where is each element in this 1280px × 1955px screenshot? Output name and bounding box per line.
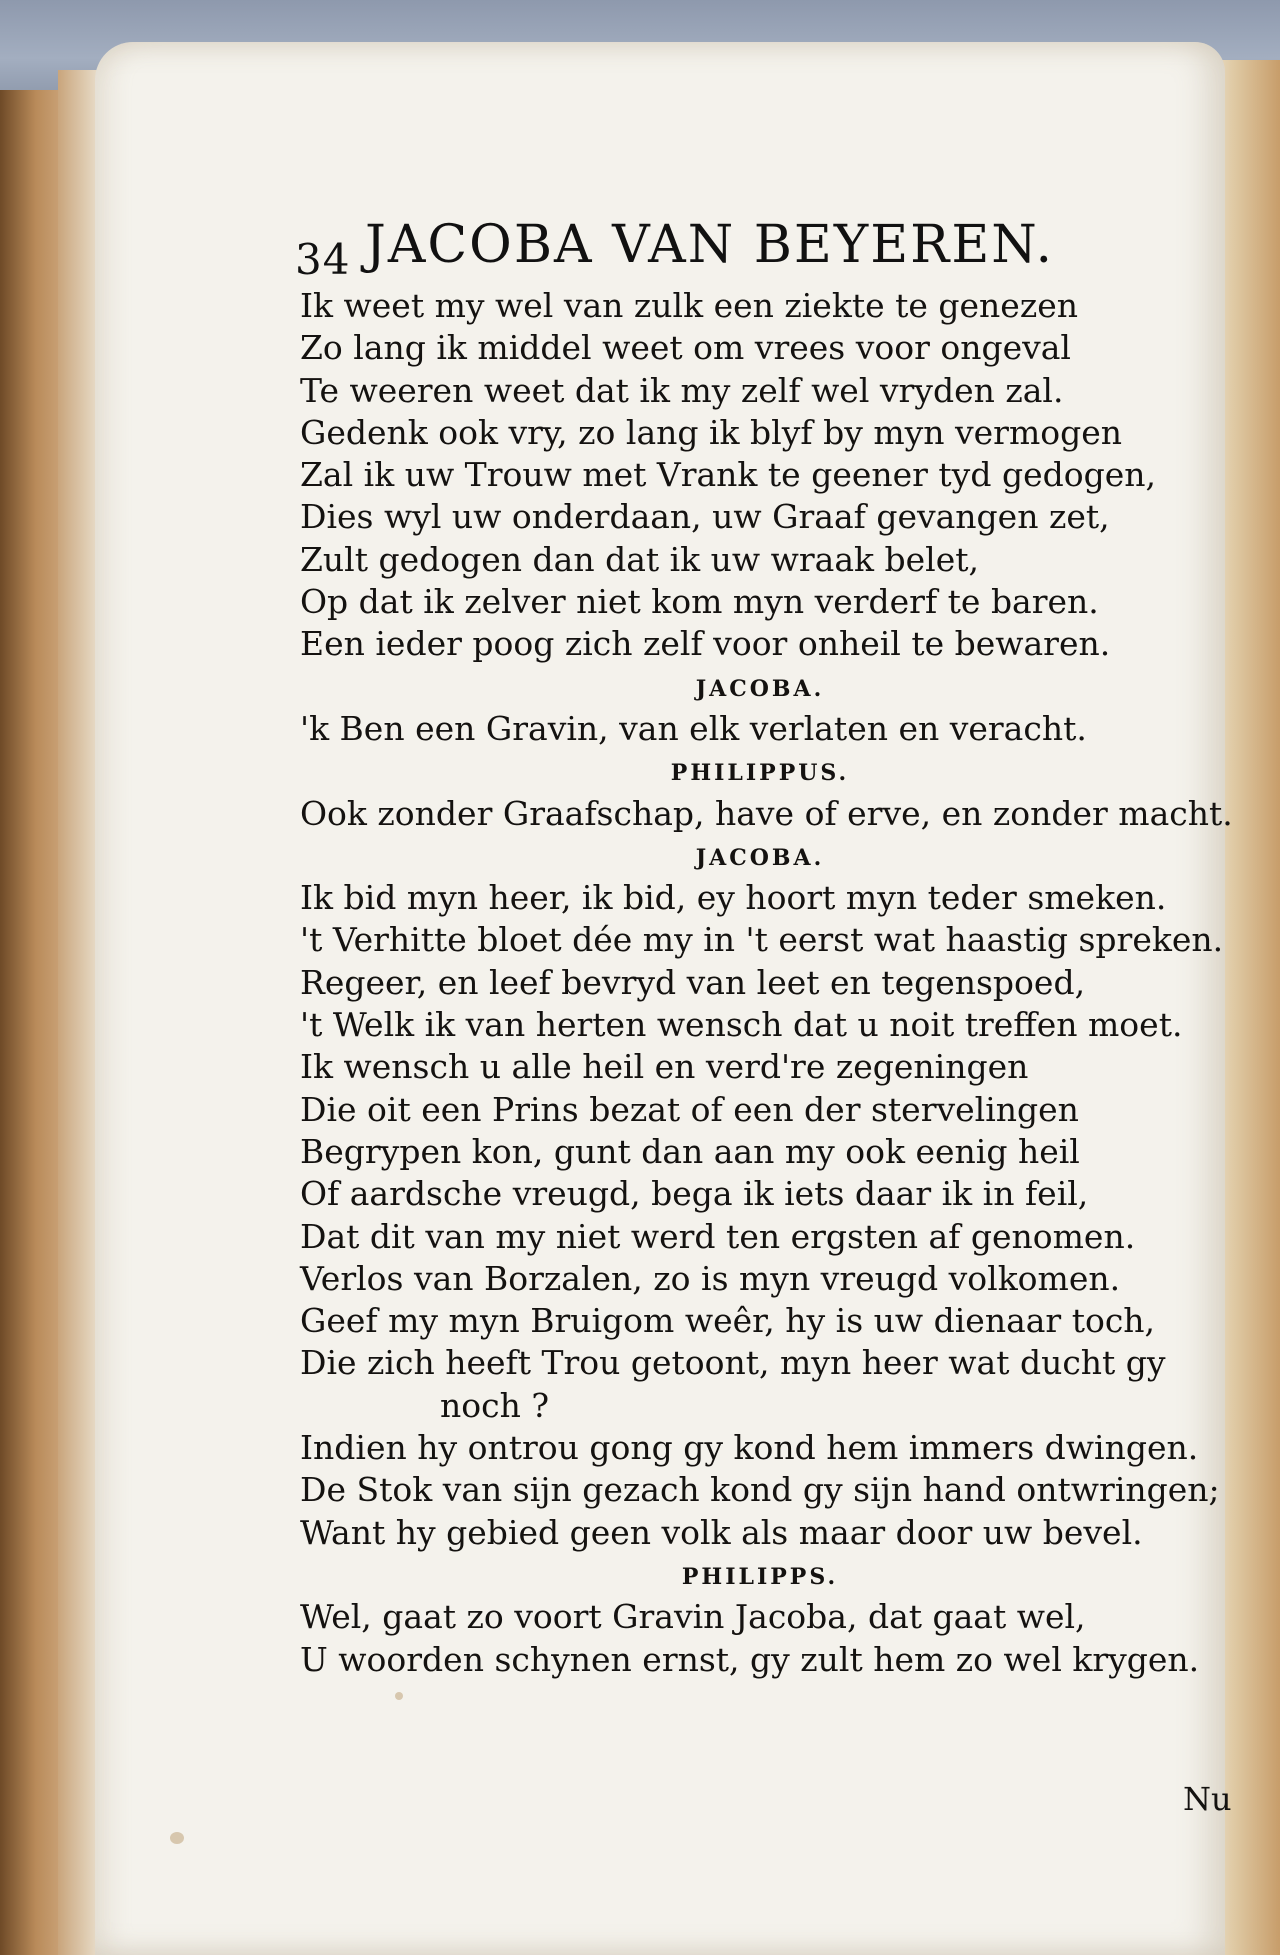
speaker-name: PHILIPPUS.	[670, 760, 850, 787]
verse-line: 'k Ben een Gravin, van elk verlaten en veracht.	[300, 708, 1087, 748]
speaker-name: PHILIPPS.	[681, 1563, 839, 1590]
verse-line: Dies wyl uw onderdaan, uw Graaf gevangen zet,	[300, 497, 1110, 537]
verse-line: Regeer, en leef bevryd van leet en tegenspoed,	[300, 962, 1086, 1002]
verse-line: De Stok van sijn gezach kond gy sijn hand ontwringen;	[300, 1470, 1220, 1510]
verse-line: Ook zonder Graafschap, have of erve, en zonder macht.	[300, 793, 1233, 833]
verse-line: Indien hy ontrou gong gy kond hem immers dwingen.	[300, 1428, 1199, 1468]
verse-line: Ik weet my wel van zulk een ziekte te genezen	[300, 286, 1078, 325]
verse-line: Gedenk ook vry, zo lang ik blyf by myn vermogen	[300, 412, 1123, 452]
verse-line: Begrypen kon, gunt dan aan my ook eenig heil	[300, 1131, 1080, 1171]
page-header	[295, 180, 1155, 284]
verse-line: 't Welk ik van herten wensch dat u noit treffen moet.	[300, 1005, 1183, 1045]
verse-line: Verlos van Borzalen, zo is myn vreugd volkomen.	[300, 1258, 1121, 1298]
verse-line: Want hy gebied geen volk als maar door uw bevel.	[300, 1512, 1143, 1552]
verse-line: Die zich heeft Trou getoont, myn heer wat ducht gy	[300, 1343, 1166, 1383]
verse-line: Te weeren weet dat ik my zelf wel vryden zal.	[300, 370, 1064, 410]
verse-line: U woorden schynen ernst, gy zult hem zo wel krygen.	[300, 1639, 1200, 1679]
page-number: 34	[295, 235, 351, 284]
catchword: Nu	[1183, 1780, 1232, 1818]
verse-line: Wel, gaat zo voort Gravin Jacoba, dat gaat wel,	[300, 1597, 1086, 1637]
verse-line: Dat dit van my niet werd ten ergsten af genomen.	[300, 1216, 1136, 1256]
verse-line: Die oit een Prins bezat of een der stervelingen	[300, 1089, 1079, 1129]
verse-line: Zal ik uw Trouw met Vrank te geener tyd gedogen,	[300, 455, 1156, 495]
verse-line: Geef my myn Bruigom weêr, hy is uw dienaar toch,	[300, 1301, 1156, 1341]
play-text	[300, 285, 1233, 1681]
verse-line: Ik bid myn heer, ik bid, ey hoort myn teder smeken.	[300, 878, 1167, 918]
verse-line: Zult gedogen dan dat ik uw wraak belet,	[300, 539, 979, 579]
foxing-spot	[170, 1832, 184, 1844]
verse-line: 't Verhitte bloet dée my in 't eerst wat haastig spreken.	[300, 920, 1224, 960]
verse-line: noch ?	[440, 1385, 550, 1425]
verse-line: Zo lang ik middel weet om vrees voor ongeval	[300, 328, 1071, 368]
verse-line: Ik wensch u alle heil en verd're zegeningen	[300, 1047, 1029, 1087]
speaker-name: JACOBA.	[695, 675, 825, 702]
speaker-name: JACOBA.	[695, 844, 825, 871]
verse-line: Op dat ik zelver niet kom myn verderf te baren.	[300, 582, 1099, 622]
verse-line: Een ieder poog zich zelf voor onheil te bewaren.	[300, 624, 1111, 664]
foxing-spot	[395, 1692, 403, 1700]
running-head: JACOBA VAN BEYEREN.	[365, 215, 1054, 275]
verse-line: Of aardsche vreugd, bega ik iets daar ik in feil,	[300, 1174, 1089, 1214]
